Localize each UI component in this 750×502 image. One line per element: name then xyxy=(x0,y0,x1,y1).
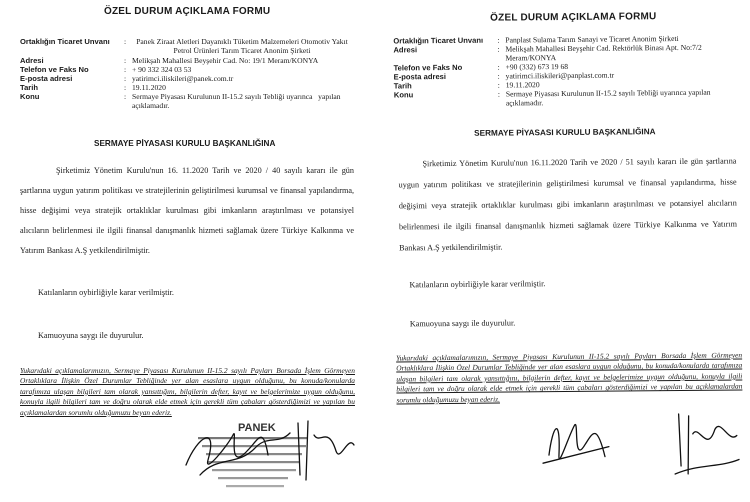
signatures xyxy=(538,393,749,495)
field-sep: : xyxy=(497,44,500,54)
field-label: Telefon ve Faks No xyxy=(393,62,463,73)
field-value: Sermaye Piyasası Kurulunun II-15.2 sayılı Tebliği uyarınca yapılan açıklamadır. xyxy=(132,92,343,110)
field-value: 19.11.2020 xyxy=(505,80,540,90)
field-value: yatirimci.iliskileri@panek.com.tr xyxy=(132,74,234,83)
addressee: SERMAYE PİYASASI KURULU BAŞKANLIĞINA xyxy=(474,127,656,138)
field-label: Telefon ve Faks No xyxy=(20,65,89,74)
field-value: Panek Ziraat Aletleri Dayanıklı Tüketim Malzemeleri Otomotiv Yakıt Petrol Ürünleri Tarım Ticaret Anonim Şirketi xyxy=(136,37,350,55)
field-label: E-posta adresi xyxy=(20,74,73,83)
field-value: +90 (332) 673 19 68 xyxy=(505,61,569,72)
field-sep: : xyxy=(124,37,127,46)
right-document xyxy=(375,0,750,502)
field-company xyxy=(20,37,360,55)
form-header xyxy=(393,33,739,108)
field-label: Adresi xyxy=(20,56,44,65)
field-label: E-posta adresi xyxy=(393,72,447,82)
respect-note: Kamuoyuna saygı ile duyurulur. xyxy=(38,331,144,340)
field-value: Melikşah Mahallesi Beyşehir Cad. Rektörlük Binası Apt. No:7/2 Meram/KONYA xyxy=(505,42,704,63)
field-email xyxy=(20,74,360,83)
field-value: yatirimci.iliskileri@panplast.com.tr xyxy=(505,70,615,81)
field-subject xyxy=(394,87,739,108)
disclaimer-text: Yukarıdaki açıklamalarımızın, Sermaye Piyasası Kurulunun II-15.2 sayılı Payları Borsada İşlem Görmeyen Ortaklıklara İlişkin Özel Durumlar Tebliğinde yer alan esaslara uygun olduğunu, bu konuda/konularda tarafımıza ulaşan bilgileri tam olarak yansıttığını, bilgilerin defter, kayıt ve belgelerimize uygun olduğunu, konuyla ilgili bilgileri tam ve doğru olarak elde etmek için gerekli tüm çabaları gösterdiğimizi ve yapılan bu açıklamalardan sorumlu olduğumuzu beyan ederiz. xyxy=(20,366,355,417)
field-value: + 90 332 324 03 53 xyxy=(132,65,192,74)
stamp-logo-text: PANEK xyxy=(238,422,276,434)
field-sep: : xyxy=(124,92,127,101)
field-label: Ortaklığın Ticaret Unvanı xyxy=(20,37,110,46)
disclaimer-text: Yukarıdaki açıklamalarımızın, Sermaye Piyasası Kurulunun II-15.2 sayılı Payları Borsada İşlem Görmeyen Ortaklıklara İlişkin Özel Durumlar Tebliğinde yer alan esaslara uygun olduğunu, bu konuda/konularda tarafımıza ulaşan bilgileri tam olarak yansıttığını, bilgilerin defter, kayıt ve belgelerimize uygun olduğunu, konuyla ilgili bilgileri tam ve doğru olarak elde etmek için gerekli tüm çabaları gösterdiğimizi ve yapılan bu açıklamalardan sorumlu olduğumuzu beyan ederiz. xyxy=(396,350,743,405)
field-phone xyxy=(20,65,360,74)
field-label: Adresi xyxy=(393,45,418,55)
form-header xyxy=(20,37,360,110)
signature-2 xyxy=(675,413,740,474)
unanimous-note: Katılanların oybirliğiyle karar verilmiştir. xyxy=(409,279,546,290)
field-value: Panplast Sulama Tarım Sanayi ve Ticaret Anonim Şirketi xyxy=(505,33,679,45)
field-value: 19.11.2020 xyxy=(132,83,166,92)
field-sep: : xyxy=(497,71,500,81)
field-label: Tarih xyxy=(393,81,412,91)
stamp-and-signature xyxy=(178,405,368,500)
field-label: Konu xyxy=(393,90,414,100)
field-subject xyxy=(20,92,360,110)
company-stamp xyxy=(198,422,308,487)
field-sep: : xyxy=(124,83,127,92)
field-address xyxy=(393,42,738,63)
body-paragraph: Şirketimiz Yönetim Kurulu'nun 16.11.2020 Tarih ve 2020 / 51 sayılı kararı ile gün şartlarına uygun yatırım politikası ve stratejilerinin geliştirilmesi kurumsal ve finansal yapılandırma, hisse değişimi veya stratejik ortaklıklar kurulması gibi imkanların araştırılması ve potansiyel alıcıların belirlenmesi ile ilgili finansal danışmanlık hizmeti sağlamak üzere Türkiye Kalkınma ve Yatırım Bankası A.Ş yetkilendirilmiştir. xyxy=(398,156,738,253)
signature-1 xyxy=(543,424,609,463)
field-value: Sermaye Piyasası Kurulunun II-15.2 sayılı Tebliği uyarınca yapılan açıklamadır. xyxy=(505,87,713,108)
field-value: Melikşah Mahallesi Beyşehir Cad. No: 19/1 Meram/KONYA xyxy=(132,56,319,65)
form-title: ÖZEL DURUM AÇIKLAMA FORMU xyxy=(104,6,271,17)
left-document xyxy=(0,0,375,500)
field-address xyxy=(20,56,360,65)
respect-note: Kamuoyuna saygı ile duyurulur. xyxy=(409,318,516,329)
field-sep: : xyxy=(124,56,127,65)
field-sep: : xyxy=(124,65,127,74)
form-title: ÖZEL DURUM AÇIKLAMA FORMU xyxy=(490,11,657,24)
field-sep: : xyxy=(497,89,500,99)
field-label: Ortaklığın Ticaret Unvanı xyxy=(393,35,484,46)
body-paragraph: Şirketimiz Yönetim Kurulu'nun 16. 11.2020 Tarih ve 2020 / 40 sayılı kararı ile gün şartlarına uygun yatırım politikası ve stratejilerinin geliştirilmesi kurumsal ve finansal yapılandırma, hisse değişimi veya stratejik ortaklıklar kurulması gibi imkanların araştırılması ve potansiyel alıcıların belirlenmesi ile ilgili finansal danışmanlık hizmeti sağlamak üzere Türkiye Kalkınma ve Yatırım Bankası A.Ş yetkilendirilmiştir. xyxy=(20,166,354,255)
field-label: Konu xyxy=(20,92,40,101)
field-sep: : xyxy=(497,62,500,72)
field-label: Tarih xyxy=(20,83,39,92)
addressee: SERMAYE PİYASASI KURULU BAŞKANLIĞINA xyxy=(94,139,276,148)
field-sep: : xyxy=(497,80,500,90)
field-date xyxy=(20,83,360,92)
unanimous-note: Katılanların oybirliğiyle karar verilmiştir. xyxy=(38,288,174,297)
field-sep: : xyxy=(124,74,127,83)
field-sep: : xyxy=(497,35,500,45)
